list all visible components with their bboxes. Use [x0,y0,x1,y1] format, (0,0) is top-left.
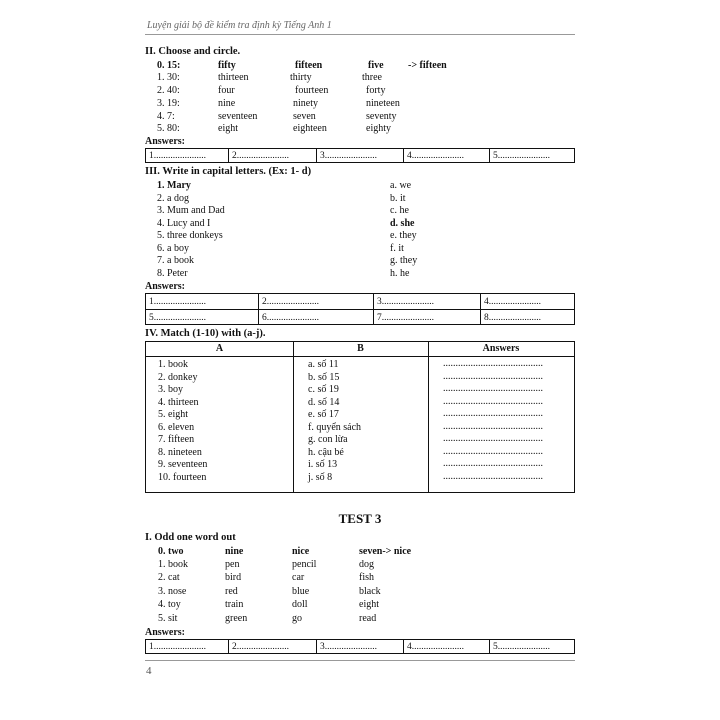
match-b-item: j. số 8 [308,472,333,483]
match-answer-line[interactable]: ........................................ [443,433,543,444]
match-a-item: 8. nineteen [158,447,202,458]
footer-rule [145,660,575,661]
sec2-item-opt[interactable]: ninety [293,98,318,109]
match-answer-line[interactable]: ........................................ [443,371,543,382]
answer-cell[interactable]: 7...................... [374,310,481,325]
list-item: 1. Mary [157,180,191,191]
list-item: e. they [390,230,417,241]
match-a-item: 10. fourteen [158,472,207,483]
sec2-item-num: 2. 40: [157,85,180,96]
sec2-item-opt[interactable]: thirteen [218,72,249,83]
match-answer-line[interactable]: ........................................ [443,421,543,432]
sec2-example-num: 0. 15: [157,60,181,71]
match-answer-line[interactable]: ........................................ [443,408,543,419]
word-option[interactable]: eight [359,599,379,610]
match-answer-line[interactable]: ........................................ [443,383,543,394]
sec2-item-opt[interactable]: seventeen [218,111,258,122]
sec2-item-opt[interactable]: eighty [366,123,391,134]
word-option[interactable]: pencil [292,559,317,570]
sec2-example-opt1: fifty [218,60,236,71]
list-item: 5. three donkeys [157,230,223,241]
word-option[interactable]: black [359,586,381,597]
match-b-item: i. số 13 [308,459,338,470]
column-header-answers: Answers [482,343,520,354]
answer-cell[interactable]: 5...................... [493,641,550,652]
match-b-item: d. số 14 [308,397,340,408]
answer-cell[interactable]: 3...................... [317,149,404,162]
match-a-item: 1. book [158,359,188,370]
sec2-item-opt[interactable]: three [362,72,382,83]
word-option[interactable]: blue [292,586,310,597]
section-2-title: II. Choose and circle. [145,46,241,57]
match-answer-line[interactable]: ........................................ [443,458,543,469]
test3-example-word: nice [292,546,310,557]
sec2-item-opt[interactable]: nineteen [366,98,400,109]
list-item: h. he [390,268,410,279]
word-option[interactable]: car [292,572,305,583]
word-option[interactable]: fish [359,572,374,583]
answer-cell[interactable]: 2...................... [229,640,317,653]
word-option[interactable]: bird [225,572,242,583]
list-item: 8. Peter [157,268,188,279]
word-option[interactable]: doll [292,599,308,610]
word-option[interactable]: go [292,613,302,624]
list-item: b. it [390,193,406,204]
answer-cell[interactable]: 2...................... [229,149,317,162]
column-divider [293,342,294,492]
test3-example-word: nine [225,546,244,557]
match-a-item: 7. fifteen [158,434,195,445]
match-b-item: c. số 19 [308,384,339,395]
sec2-item-opt[interactable]: fourteen [295,85,329,96]
list-item: g. they [390,255,418,266]
list-item: 4. Lucy and I [157,218,211,229]
sec2-item-num: 1. 30: [157,72,180,83]
sec2-item-opt[interactable]: forty [366,85,386,96]
sec2-item-opt[interactable]: eighteen [293,123,327,134]
word-option[interactable]: red [225,586,238,597]
test3-answers-label: Answers: [145,627,185,638]
test-3-heading: TEST 3 [338,511,382,526]
sec2-item-opt[interactable]: seventy [366,111,397,122]
answer-cell[interactable]: 8...................... [484,312,541,323]
answer-cell[interactable]: 4...................... [404,149,490,162]
match-b-item: h. cậu bé [308,447,344,458]
match-a-item: 6. eleven [158,422,195,433]
answer-cell[interactable]: 4...................... [484,296,541,307]
match-b-item: g. con lừa [308,434,348,445]
sec2-item-num: 4. 7: [157,111,175,122]
answer-cell[interactable]: 5...................... [493,150,550,161]
match-b-item: b. số 15 [308,372,340,383]
sec2-item-opt[interactable]: nine [218,98,236,109]
match-a-item: 9. seventeen [158,459,208,470]
match-a-item: 2. donkey [158,372,198,383]
test3-example-word: 0. two [158,546,184,557]
sec2-example-opt2: fifteen [295,60,323,71]
sec3-answers-label: Answers: [145,281,185,292]
match-a-item: 4. thirteen [158,397,199,408]
list-item: c. he [390,205,409,216]
match-a-item: 5. eight [158,409,188,420]
word-option[interactable]: dog [359,559,374,570]
sec2-item-opt[interactable]: thirty [290,72,312,83]
test3-section-1-title: I. Odd one word out [145,532,236,543]
match-answer-line[interactable]: ........................................ [443,446,543,457]
match-answer-line[interactable]: ........................................ [443,358,543,369]
sec2-answers-table [145,148,575,163]
match-b-item: a. số 11 [308,359,339,370]
answer-cell[interactable]: 3...................... [317,640,404,653]
word-option[interactable]: 5. sit [158,613,178,624]
list-item: 7. a book [157,255,194,266]
answer-cell[interactable]: 1...................... [146,294,259,309]
list-item: 6. a boy [157,243,189,254]
header-rule [145,34,575,35]
running-header: Luyện giải bộ đề kiểm tra định kỳ Tiếng Anh 1 [147,20,332,31]
sec2-item-opt[interactable]: seven [293,111,316,122]
word-option[interactable]: 4. toy [158,599,181,610]
word-option[interactable]: train [225,599,244,610]
match-b-item: e. số 17 [308,409,339,420]
answer-cell[interactable]: 2...................... [259,294,374,309]
match-answer-line[interactable]: ........................................ [443,396,543,407]
test3-example-word: seven-> nice [359,546,412,557]
column-divider [428,342,429,492]
word-option[interactable]: read [359,613,377,624]
sec2-item-num: 3. 19: [157,98,180,109]
sec2-item-num: 5. 80: [157,123,180,134]
column-header-a: A [215,343,224,354]
column-header-b: B [357,343,364,354]
section-4-title: IV. Match (1-10) with (a-j). [145,328,266,339]
sec3-answers-table [145,293,575,325]
match-b-item: f. quyển sách [308,422,362,433]
word-option[interactable]: 1. book [158,559,188,570]
list-item: f. it [390,243,404,254]
sec2-example-answer: -> fifteen [408,60,447,71]
word-option[interactable]: 2. cat [158,572,180,583]
match-a-item: 3. boy [158,384,183,395]
section-3-title: III. Write in capital letters. (Ex: 1- d) [145,166,312,177]
sec2-item-opt[interactable]: four [218,85,235,96]
match-table [145,341,575,493]
list-item: 3. Mum and Dad [157,205,225,216]
answer-cell[interactable]: 5...................... [146,310,259,325]
sec2-answers-label: Answers: [145,136,185,147]
word-option[interactable]: 3. nose [158,586,187,597]
answer-cell[interactable]: 6...................... [259,310,374,325]
list-item: d. she [390,218,415,229]
answer-cell[interactable]: 1...................... [146,640,229,653]
word-option[interactable]: green [225,613,248,624]
answer-cell[interactable]: 3...................... [374,294,481,309]
test3-answers-table [145,639,575,654]
page-number: 4 [146,665,152,677]
match-answer-line[interactable]: ........................................ [443,471,543,482]
answer-cell[interactable]: 1...................... [146,149,229,162]
word-option[interactable]: pen [225,559,240,570]
header-divider [146,356,574,357]
sec2-item-opt[interactable]: eight [218,123,238,134]
list-item: 2. a dog [157,193,189,204]
sec2-example-opt3: five [368,60,384,71]
answer-cell[interactable]: 4...................... [404,640,490,653]
list-item: a. we [390,180,412,191]
